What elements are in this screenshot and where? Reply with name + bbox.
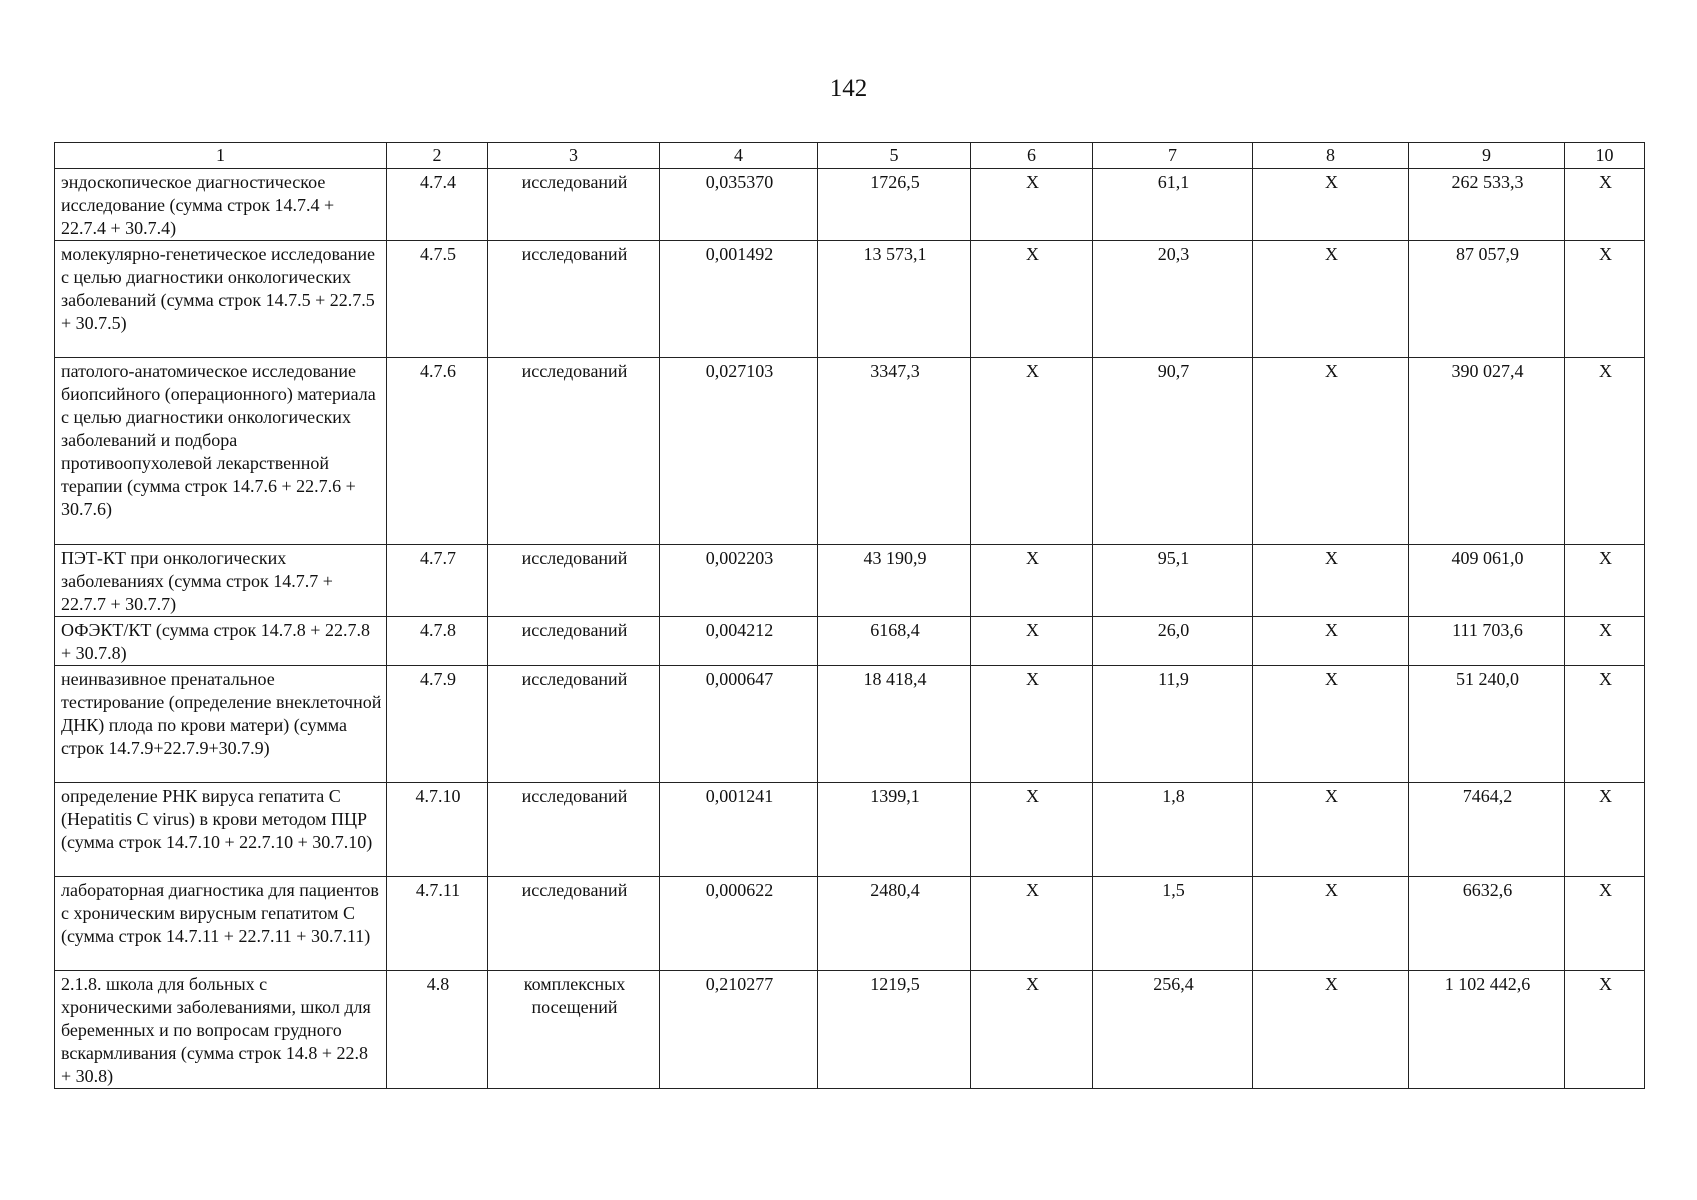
row-code: 4.7.7 (387, 545, 488, 617)
row-code: 4.8 (387, 971, 488, 1089)
table-header-row (55, 143, 1645, 169)
data-table (54, 142, 1645, 1089)
table-cell: 61,1 (1093, 169, 1253, 241)
table-cell: 1,5 (1093, 877, 1253, 971)
table-cell: 1219,5 (818, 971, 971, 1089)
table-cell: Х (1253, 666, 1409, 783)
table-cell: 3347,3 (818, 358, 971, 545)
row-unit: исследований (488, 783, 660, 877)
table-cell: 0,001241 (660, 783, 818, 877)
table-cell: 6632,6 (1409, 877, 1565, 971)
table-row (55, 169, 1645, 241)
table-cell: Х (971, 241, 1093, 358)
table-cell: Х (1253, 971, 1409, 1089)
column-header: 4 (660, 143, 818, 169)
table-cell: 1 102 442,6 (1409, 971, 1565, 1089)
table-row (55, 783, 1645, 877)
table-row (55, 358, 1645, 545)
row-description: эндоскопическое диагностическое исследование (сумма строк 14.7.4 + 22.7.4 + 30.7.4) (55, 169, 387, 241)
table-cell: Х (1565, 783, 1645, 877)
row-description: ПЭТ-КТ при онкологических заболеваниях (сумма строк 14.7.7 + 22.7.7 + 30.7.7) (55, 545, 387, 617)
table-cell: 0,002203 (660, 545, 818, 617)
column-header: 3 (488, 143, 660, 169)
table-cell: 262 533,3 (1409, 169, 1565, 241)
table-cell: Х (971, 666, 1093, 783)
table-cell: 11,9 (1093, 666, 1253, 783)
table-cell: 0,035370 (660, 169, 818, 241)
table-row (55, 666, 1645, 783)
table-cell: Х (1565, 545, 1645, 617)
table-cell: 111 703,6 (1409, 617, 1565, 666)
table-row (55, 545, 1645, 617)
table-row (55, 617, 1645, 666)
table-row (55, 971, 1645, 1089)
table-cell: 26,0 (1093, 617, 1253, 666)
table-cell: Х (971, 169, 1093, 241)
table-cell: Х (1565, 666, 1645, 783)
table-cell: Х (1253, 169, 1409, 241)
table-cell: 1399,1 (818, 783, 971, 877)
table-cell: 13 573,1 (818, 241, 971, 358)
table-cell: 1726,5 (818, 169, 971, 241)
table-cell: Х (1565, 971, 1645, 1089)
table-cell: 51 240,0 (1409, 666, 1565, 783)
table-cell: 0,004212 (660, 617, 818, 666)
row-unit: комплексных посещений (488, 971, 660, 1089)
table-cell: 87 057,9 (1409, 241, 1565, 358)
table-cell: 18 418,4 (818, 666, 971, 783)
row-code: 4.7.9 (387, 666, 488, 783)
row-unit: исследований (488, 241, 660, 358)
table-cell: Х (1565, 877, 1645, 971)
row-code: 4.7.8 (387, 617, 488, 666)
table-cell: Х (1253, 617, 1409, 666)
row-code: 4.7.10 (387, 783, 488, 877)
table-cell: 0,001492 (660, 241, 818, 358)
row-description: 2.1.8. школа для больных с хроническими заболеваниями, школ для беременных и по вопросам грудного вскармливания (сумма строк 14.8 + 22.8 + 30.8) (55, 971, 387, 1089)
column-header: 9 (1409, 143, 1565, 169)
column-header: 10 (1565, 143, 1645, 169)
table-cell: Х (1565, 169, 1645, 241)
table-cell: 0,000622 (660, 877, 818, 971)
column-header: 6 (971, 143, 1093, 169)
row-description: определение РНК вируса гепатита С (Hepatitis C virus) в крови методом ПЦР (сумма строк 14.7.10 + 22.7.10 + 30.7.10) (55, 783, 387, 877)
table-cell: 2480,4 (818, 877, 971, 971)
table-cell: 0,027103 (660, 358, 818, 545)
row-unit: исследований (488, 666, 660, 783)
table-cell: 256,4 (1093, 971, 1253, 1089)
table-cell: Х (1565, 617, 1645, 666)
table-cell: Х (971, 358, 1093, 545)
row-unit: исследований (488, 617, 660, 666)
table-cell: 1,8 (1093, 783, 1253, 877)
page-number: 142 (829, 75, 868, 102)
table-cell: 95,1 (1093, 545, 1253, 617)
column-header: 1 (55, 143, 387, 169)
table-cell: 7464,2 (1409, 783, 1565, 877)
row-unit: исследований (488, 358, 660, 545)
table-cell: Х (1565, 358, 1645, 545)
table-row (55, 241, 1645, 358)
table-cell: 43 190,9 (818, 545, 971, 617)
table-cell: 390 027,4 (1409, 358, 1565, 545)
table-cell: 6168,4 (818, 617, 971, 666)
table-cell: Х (1253, 241, 1409, 358)
row-description: неинвазивное пренатальное тестирование (определение внеклеточной ДНК) плода по крови матери) (сумма строк 14.7.9+22.7.9+30.7.9) (55, 666, 387, 783)
table-row (55, 877, 1645, 971)
table-cell: Х (1565, 241, 1645, 358)
table-cell: Х (971, 971, 1093, 1089)
row-code: 4.7.6 (387, 358, 488, 545)
column-header: 2 (387, 143, 488, 169)
table-cell: 409 061,0 (1409, 545, 1565, 617)
column-header: 7 (1093, 143, 1253, 169)
row-unit: исследований (488, 169, 660, 241)
row-unit: исследований (488, 545, 660, 617)
table-cell: Х (971, 877, 1093, 971)
row-description: ОФЭКТ/КТ (сумма строк 14.7.8 + 22.7.8 + 30.7.8) (55, 617, 387, 666)
table-cell: Х (1253, 877, 1409, 971)
table-cell: Х (971, 783, 1093, 877)
table-cell: Х (1253, 783, 1409, 877)
row-description: лабораторная диагностика для пациентов с хроническим вирусным гепатитом С (сумма строк 14.7.11 + 22.7.11 + 30.7.11) (55, 877, 387, 971)
row-unit: исследований (488, 877, 660, 971)
row-description: патолого-анатомическое исследование биопсийного (операционного) материала с целью диагностики онкологических заболеваний и подбора противоопухолевой лекарственной терапии (сумма строк 14.7.6 + 22.7.6 + 30.7.6) (55, 358, 387, 545)
table-cell: 0,210277 (660, 971, 818, 1089)
row-code: 4.7.4 (387, 169, 488, 241)
row-description: молекулярно-генетическое исследование с целью диагностики онкологических заболеваний (сумма строк 14.7.5 + 22.7.5 + 30.7.5) (55, 241, 387, 358)
table-cell: Х (1253, 358, 1409, 545)
table-cell: 0,000647 (660, 666, 818, 783)
table-cell: Х (971, 545, 1093, 617)
table-cell: 90,7 (1093, 358, 1253, 545)
row-code: 4.7.11 (387, 877, 488, 971)
column-header: 5 (818, 143, 971, 169)
table-cell: Х (971, 617, 1093, 666)
table-cell: 20,3 (1093, 241, 1253, 358)
table-cell: Х (1253, 545, 1409, 617)
column-header: 8 (1253, 143, 1409, 169)
row-code: 4.7.5 (387, 241, 488, 358)
